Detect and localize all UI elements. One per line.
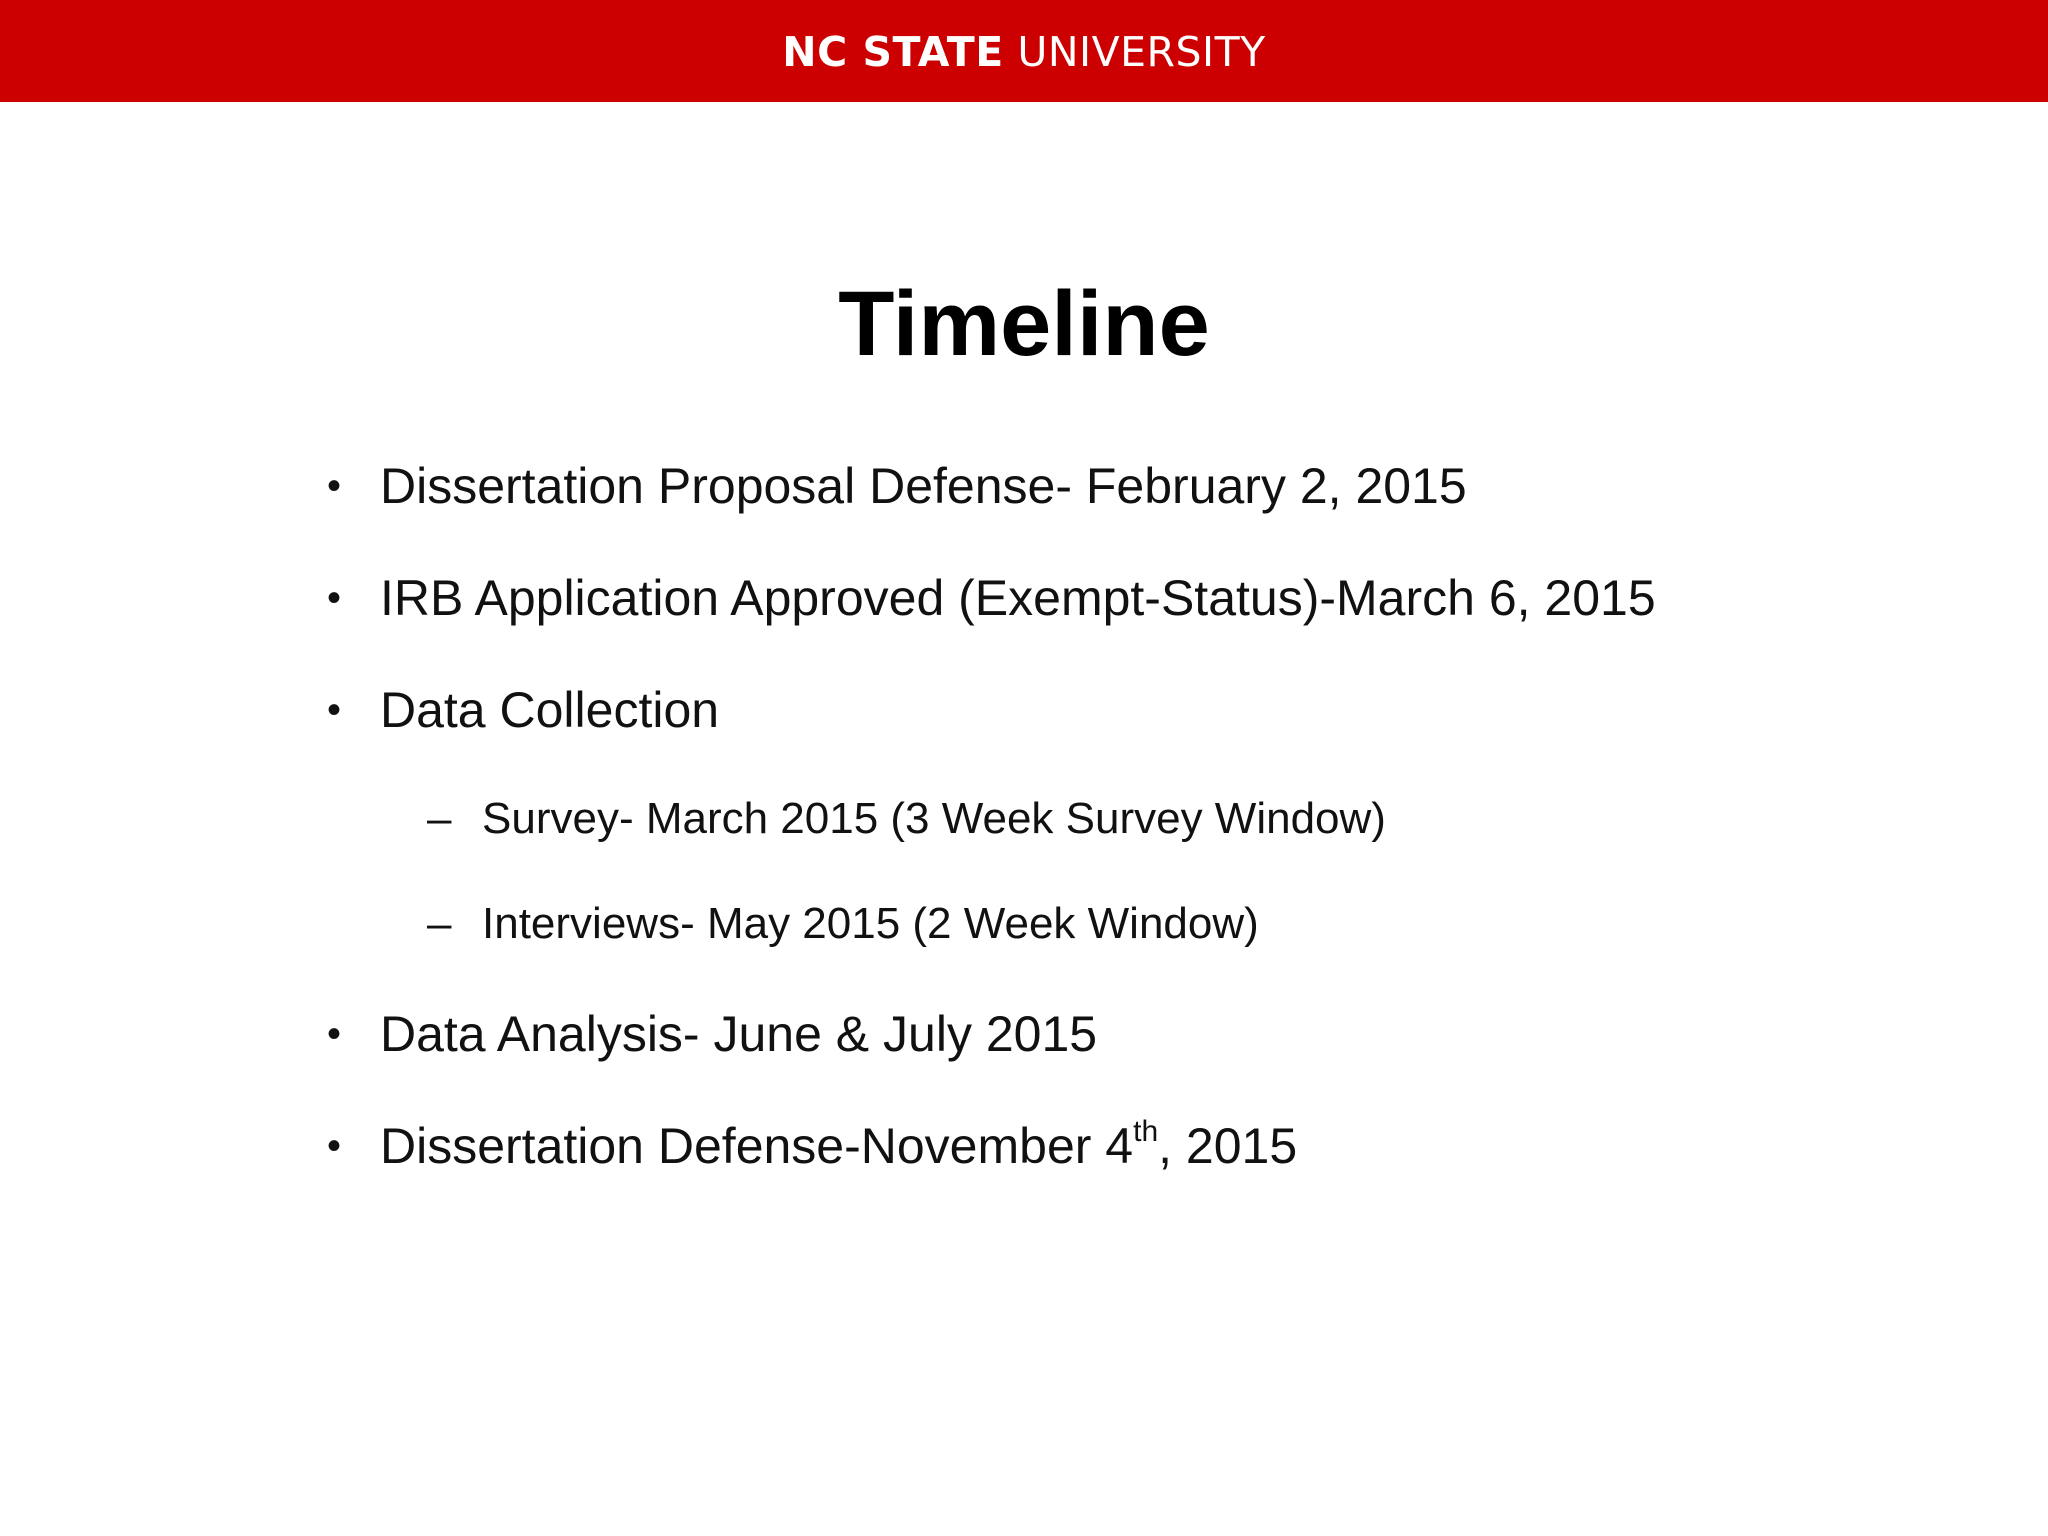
subitem-interviews: [427, 897, 1259, 951]
nc-state-logo: [0, 0, 2048, 102]
bullet-dissertation-defense: [327, 1115, 1298, 1176]
bullet-irb-approval: [327, 568, 1656, 628]
slide-title: Timeline: [838, 273, 1210, 375]
bullet-data-collection: [327, 680, 720, 740]
bullet-data-analysis: [327, 1004, 1098, 1064]
bullet-text: [380, 1115, 1298, 1174]
subitem-text: Survey- March 2015 (3 Week Survey Window): [482, 794, 1386, 843]
dash-marker: –: [427, 899, 452, 948]
subitem-text: Interviews- May 2015 (2 Week Window): [482, 899, 1259, 948]
bullet-marker: •: [327, 576, 342, 620]
brand-light: UNIVERSITY: [1003, 28, 1266, 76]
bullet-text-main: Dissertation Defense-November 4: [380, 1118, 1134, 1174]
bullet-text: Data Analysis- June & July 2015: [380, 1006, 1098, 1062]
bullet-marker: •: [327, 464, 342, 508]
ordinal-suffix: th: [1133, 1115, 1159, 1149]
bullet-marker: •: [327, 688, 342, 732]
bullet-proposal-defense: [327, 456, 1467, 516]
bullet-text: IRB Application Approved (Exempt-Status)-March 6, 2015: [380, 570, 1656, 626]
dash-marker: –: [427, 794, 452, 843]
subitem-survey: [427, 792, 1386, 846]
bullet-text: Data Collection: [380, 682, 720, 738]
bullet-text: Dissertation Proposal Defense- February 2, 2015: [380, 458, 1467, 514]
bullet-marker: •: [327, 1124, 342, 1168]
bullet-marker: •: [327, 1012, 342, 1056]
brand-strong: NC STATE: [782, 28, 1004, 76]
bullet-text-year: , 2015: [1158, 1118, 1298, 1174]
